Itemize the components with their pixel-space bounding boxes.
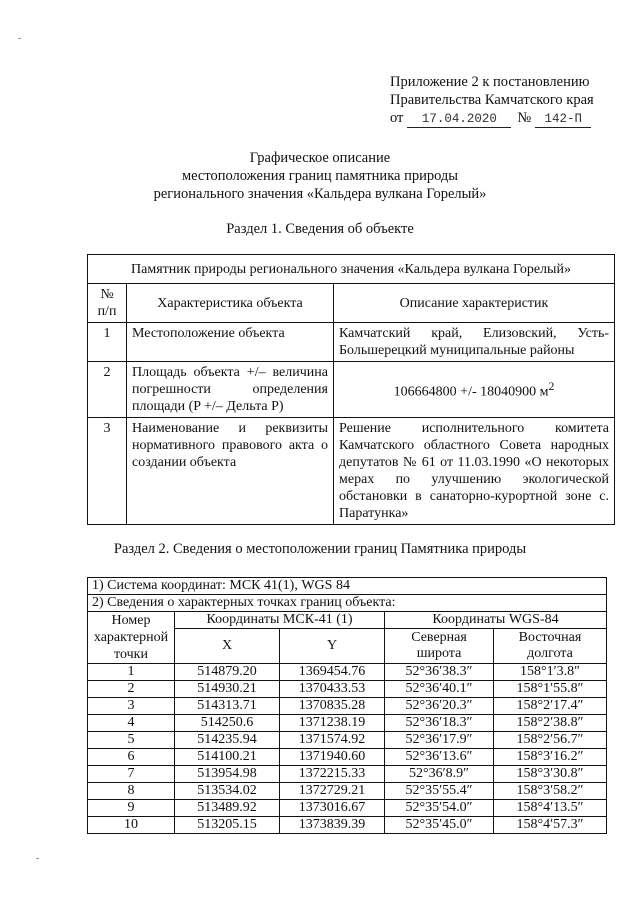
row-characteristic: Площадь объекта +/– величина погрешности определения площади (P +/– Дельта P) (127, 362, 334, 418)
header-wgs: Координаты WGS-84 (385, 612, 607, 629)
y-coordinate-cell: 1373016.67 (280, 800, 385, 817)
y-coordinate-cell: 1371940.60 (280, 749, 385, 766)
point-number-cell: 3 (88, 698, 175, 715)
from-label: от (390, 110, 404, 126)
header-lon-line-2: долгота (527, 646, 573, 661)
y-coordinate-cell: 1371238.19 (280, 715, 385, 732)
point-number-cell: 8 (88, 783, 175, 800)
row-characteristic: Местоположение объекта (127, 323, 334, 362)
y-coordinate-cell: 1370835.28 (280, 698, 385, 715)
points-body (88, 664, 607, 834)
title-line-3: регионального значения «Кальдера вулкана Горелый» (153, 186, 487, 202)
point-number-cell: 9 (88, 800, 175, 817)
table-row (88, 681, 607, 698)
object-table-title: Памятник природы регионального значения «Кальдера вулкана Горелый» (88, 255, 615, 284)
header-num-top: № (100, 287, 114, 302)
table-row (88, 664, 607, 681)
section-1-heading: Раздел 1. Сведения об объекте (226, 221, 414, 237)
longitude-cell: 158°3′16.2″ (494, 749, 607, 766)
longitude-cell: 158°2′17.4″ (494, 698, 607, 715)
handwritten-number: 142-П (535, 112, 591, 128)
scan-mark (18, 38, 21, 39)
table-row (88, 800, 607, 817)
y-coordinate-cell: 1372729.21 (280, 783, 385, 800)
appendix-line-1: Приложение 2 к постановлению (390, 74, 590, 90)
coordinate-system-line: 1) Система координат: МСК 41(1), WGS 84 (88, 578, 607, 595)
x-coordinate-cell: 514100.21 (175, 749, 280, 766)
header-num (88, 284, 127, 323)
header-lat-line-1: Северная (411, 630, 467, 645)
x-coordinate-cell: 514879.20 (175, 664, 280, 681)
points-info-line: 2) Сведения о характерных точках границ объекта: (88, 595, 607, 612)
title-line-2: местоположения границ памятника природы (181, 168, 459, 184)
x-coordinate-cell: 513534.02 (175, 783, 280, 800)
number-label: № (517, 110, 532, 126)
latitude-cell: 52°35′55.4″ (385, 783, 494, 800)
table-row (88, 766, 607, 783)
table-row (88, 362, 615, 418)
row-description: Решение исполнительного комитета Камчатского областного Совета народных депутатов № 61 от 11.03.1990 «О некоторых мерах по улучшению экологической обстановки в санаторно-курортной зоне с. Паратунка» (334, 418, 615, 525)
row-num: 1 (88, 323, 127, 362)
table-row (88, 749, 607, 766)
header-y: Y (280, 629, 385, 664)
x-coordinate-cell: 513205.15 (175, 817, 280, 834)
x-coordinate-cell: 514313.71 (175, 698, 280, 715)
latitude-cell: 52°35′54.0″ (385, 800, 494, 817)
header-lat-line-2: широта (416, 646, 462, 661)
latitude-cell: 52°35′45.0″ (385, 817, 494, 834)
x-coordinate-cell: 513954.98 (175, 766, 280, 783)
document-title (90, 149, 550, 203)
longitude-cell: 158°1′3.8″ (494, 664, 607, 681)
latitude-cell: 52°36′40.1″ (385, 681, 494, 698)
header-latitude (385, 629, 494, 664)
header-characteristic: Характеристика объекта (127, 284, 334, 323)
header-point-line-3: точки (114, 647, 148, 662)
handwritten-date: 17.04.2020 (407, 112, 511, 128)
row-description: Камчатский край, Елизовский, Усть-Большерецкий муниципальные районы (334, 323, 615, 362)
table-row (88, 732, 607, 749)
header-msk: Координаты МСК-41 (1) (175, 612, 385, 629)
header-longitude (494, 629, 607, 664)
row-description (334, 362, 615, 418)
coordinates-table (87, 577, 607, 834)
point-number-cell: 10 (88, 817, 175, 834)
table-row (88, 323, 615, 362)
longitude-cell: 158°2′56.7″ (494, 732, 607, 749)
latitude-cell: 52°36′18.3″ (385, 715, 494, 732)
x-coordinate-cell: 514235.94 (175, 732, 280, 749)
title-line-1: Графическое описание (249, 150, 391, 166)
header-x: X (175, 629, 280, 664)
row-characteristic: Наименование и реквизиты нормативного правового акта о создании объекта (127, 418, 334, 525)
header-lon-line-1: Восточная (518, 630, 582, 645)
y-coordinate-cell: 1369454.76 (280, 664, 385, 681)
latitude-cell: 52°36′13.6″ (385, 749, 494, 766)
area-unit-exponent: 2 (548, 380, 555, 394)
longitude-cell: 158°1′55.8″ (494, 681, 607, 698)
object-info-table (87, 254, 615, 525)
y-coordinate-cell: 1372215.33 (280, 766, 385, 783)
latitude-cell: 52°36′20.3″ (385, 698, 494, 715)
point-number-cell: 1 (88, 664, 175, 681)
table-row (88, 698, 607, 715)
point-number-cell: 7 (88, 766, 175, 783)
header-point-line-2: характерной (93, 630, 169, 645)
header-num-bottom: п/п (97, 304, 117, 319)
point-number-cell: 2 (88, 681, 175, 698)
point-number-cell: 4 (88, 715, 175, 732)
header-description: Описание характеристик (334, 284, 615, 323)
x-coordinate-cell: 513489.92 (175, 800, 280, 817)
table-row (88, 817, 607, 834)
appendix-line-3 (390, 109, 630, 128)
latitude-cell: 52°36′38.3″ (385, 664, 494, 681)
y-coordinate-cell: 1373839.39 (280, 817, 385, 834)
area-value: 106664800 +/- 18040900 м (393, 384, 549, 400)
y-coordinate-cell: 1370433.53 (280, 681, 385, 698)
row-num: 2 (88, 362, 127, 418)
header-point-number (88, 612, 175, 664)
scan-mark (36, 858, 39, 859)
longitude-cell: 158°4′57.3″ (494, 817, 607, 834)
longitude-cell: 158°3′58.2″ (494, 783, 607, 800)
y-coordinate-cell: 1371574.92 (280, 732, 385, 749)
latitude-cell: 52°36′17.9″ (385, 732, 494, 749)
header-point-line-1: Номер (111, 613, 151, 628)
table-row (88, 783, 607, 800)
table-row (88, 715, 607, 732)
row-num: 3 (88, 418, 127, 525)
x-coordinate-cell: 514930.21 (175, 681, 280, 698)
longitude-cell: 158°2′38.8″ (494, 715, 607, 732)
longitude-cell: 158°4′13.5″ (494, 800, 607, 817)
longitude-cell: 158°3′30.8″ (494, 766, 607, 783)
latitude-cell: 52°36′8.9″ (385, 766, 494, 783)
appendix-line-2: Правительства Камчатского края (390, 92, 594, 108)
point-number-cell: 6 (88, 749, 175, 766)
point-number-cell: 5 (88, 732, 175, 749)
x-coordinate-cell: 514250.6 (175, 715, 280, 732)
table-row (88, 418, 615, 525)
appendix-header (390, 73, 630, 128)
section-2-heading: Раздел 2. Сведения о местоположении границ Памятника природы (113, 541, 527, 557)
